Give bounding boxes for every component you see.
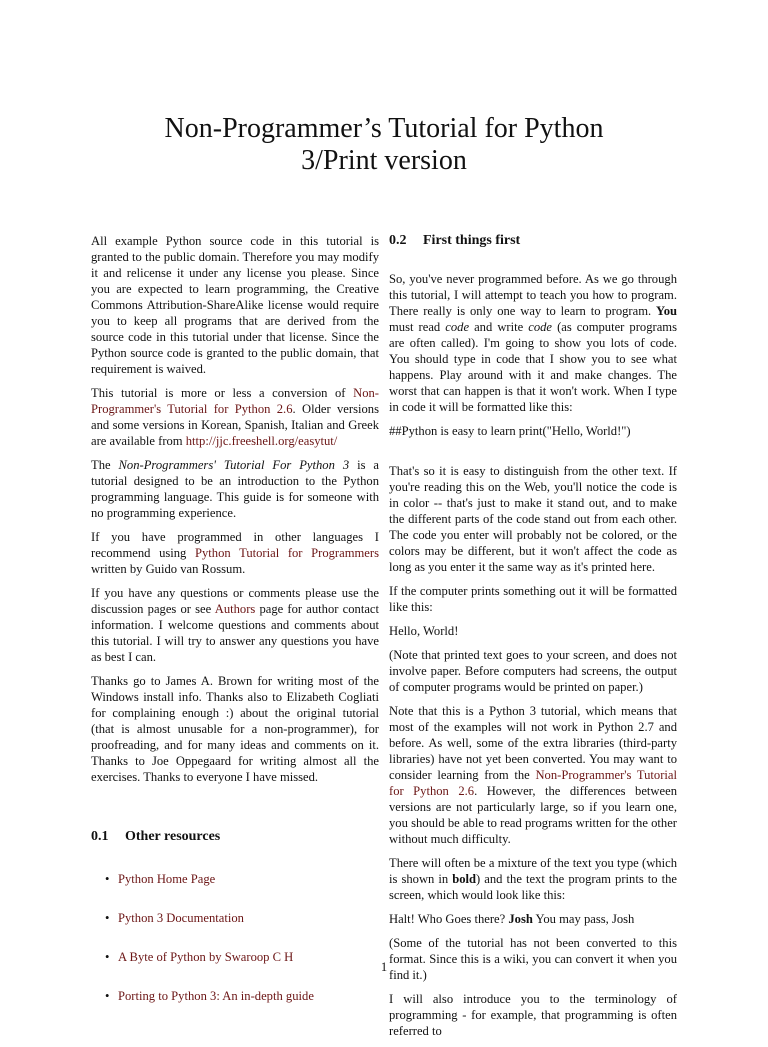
- code-example-2: Hello, World!: [389, 624, 459, 638]
- code-example-1: ##Python is easy to learn print("Hello, World!"): [389, 424, 631, 438]
- intro-paragraph: The Non-Programmers' Tutorial For Python 3 is a tutorial designed to be an introduction to the Python programming language. This guide is for someone with no programming experience.: [91, 458, 379, 520]
- porting-guide-link[interactable]: Porting to Python 3: An in-depth guide: [118, 989, 314, 1003]
- first-things-heading: 0.2 First things first: [389, 233, 521, 248]
- left-column: [91, 233, 379, 1027]
- mixture-paragraph: There will often be a mixture of the text you type (which is shown in bold) and the text the program prints to the screen, which would look like this:: [389, 856, 677, 902]
- python-tutorial-link[interactable]: Python Tutorial for Programmers: [194, 546, 379, 560]
- programmers-paragraph: If you have programmed in other languages I recommend using Python Tutorial for Programmers written by Guido van Rossum.: [91, 530, 379, 576]
- other-resources-heading: 0.1 Other resources: [91, 829, 221, 844]
- python3-note-paragraph: Note that this is a Python 3 tutorial, which means that most of the examples will not work in Python 2.7 and before. As well, some of the extra libraries (third-party libraries) have not yet been converted. You may want to consider learning from the Non-Programmer's Tutorial for Python 2.6. However, the differences between versions are not particularly large, so if you learn one, you should be able to read programs written for the other without much difficulty.: [389, 704, 677, 846]
- tutorial-26-link[interactable]: Non-Programmer's Tutorial for Python 2.6: [91, 386, 379, 416]
- page-number: 1: [380, 960, 388, 974]
- easytut-url-link[interactable]: http://jjc.freeshell.org/easytut/: [185, 434, 338, 448]
- questions-paragraph: If you have any questions or comments please use the discussion pages or see Authors page for author contact information. I welcome questions and comments about this tutorial. I will try to answer any questions you have as best I can.: [91, 586, 379, 664]
- list-item: [91, 871, 379, 887]
- note-paragraph: (Note that printed text goes to your screen, and does not involve paper. Before computers had screens, the output of computer programs would be printed on paper.): [389, 648, 677, 694]
- resources-list: [91, 871, 379, 1004]
- page-title: [60, 113, 708, 177]
- distinguish-paragraph: That's so it is easy to distinguish from the other text. If you're reading this on the Web, you'll notice the code is in color -- that's just to make it stand out, and to make the different parts of the code stand out from each other. The code you enter will probably not be colored, or the colors may be different, but it won't affect the code as long as you enter it the same way as it's printed here.: [389, 464, 677, 574]
- conversion-paragraph: This tutorial is more or less a conversion of Non-Programmer's Tutorial for Python 2.6. Older versions and some versions in Korean, Spanish, Italian and Greek are available from http://jjc.freeshell.org/easytut/: [91, 386, 379, 448]
- halt-example: Halt! Who Goes there? Josh You may pass, Josh: [389, 912, 635, 926]
- terminology-paragraph: I will also introduce you to the terminology of programming - for example, that programming is often referred to: [389, 992, 677, 1038]
- thanks-paragraph: Thanks go to James A. Brown for writing most of the Windows install info. Thanks also to Elizabeth Cogliati for complaining enough :) about the original tutorial (that is almost unusable for a non-programmer), for proofreading, and for many ideas and comments on it. Thanks to Joe Oppegaard for writing almost all the exercises. Thanks to everyone I have missed.: [91, 674, 379, 784]
- byte-of-python-link[interactable]: A Byte of Python by Swaroop C H: [118, 950, 294, 964]
- python3-docs-link[interactable]: Python 3 Documentation: [118, 911, 244, 925]
- tutorial-26-link-2[interactable]: Non-Programmer's Tutorial for Python 2.6: [389, 768, 677, 798]
- right-column: [389, 233, 677, 1047]
- license-paragraph: All example Python source code in this tutorial is granted to the public domain. Therefore you may modify it and relicense it under any license you please. Since you are expected to learn programming, the Creative Commons Attribution-ShareAlike license would require you to keep all programs that are derived from the source code in this tutorial under that license. Since the Python source code is granted to the public domain, that requirement is waived.: [91, 234, 379, 376]
- list-item: [91, 988, 379, 1004]
- title-line-2: 3/Print version: [301, 145, 467, 176]
- first-things-paragraph: So, you've never programmed before. As we go through this tutorial, I will attempt to teach you how to program. There really is only one way to learn to program. You must read code and write code (as computer programs are often called). I'm going to show you lots of code. You should type in code that I show you to see what happens. Play around with it and make changes. The worst that can happen is that it won't work. When I type in code it will be formatted like this:: [389, 272, 677, 414]
- output-paragraph: If the computer prints something out it will be formatted like this:: [389, 584, 677, 614]
- list-item: [91, 910, 379, 926]
- wiki-note-paragraph: (Some of the tutorial has not been converted to this format. Since this is a wiki, you can convert it when you find it.): [389, 936, 677, 982]
- python-home-link[interactable]: Python Home Page: [118, 872, 216, 886]
- title-line-1: Non-Programmer’s Tutorial for Python: [164, 113, 604, 144]
- authors-link[interactable]: Authors: [214, 602, 256, 616]
